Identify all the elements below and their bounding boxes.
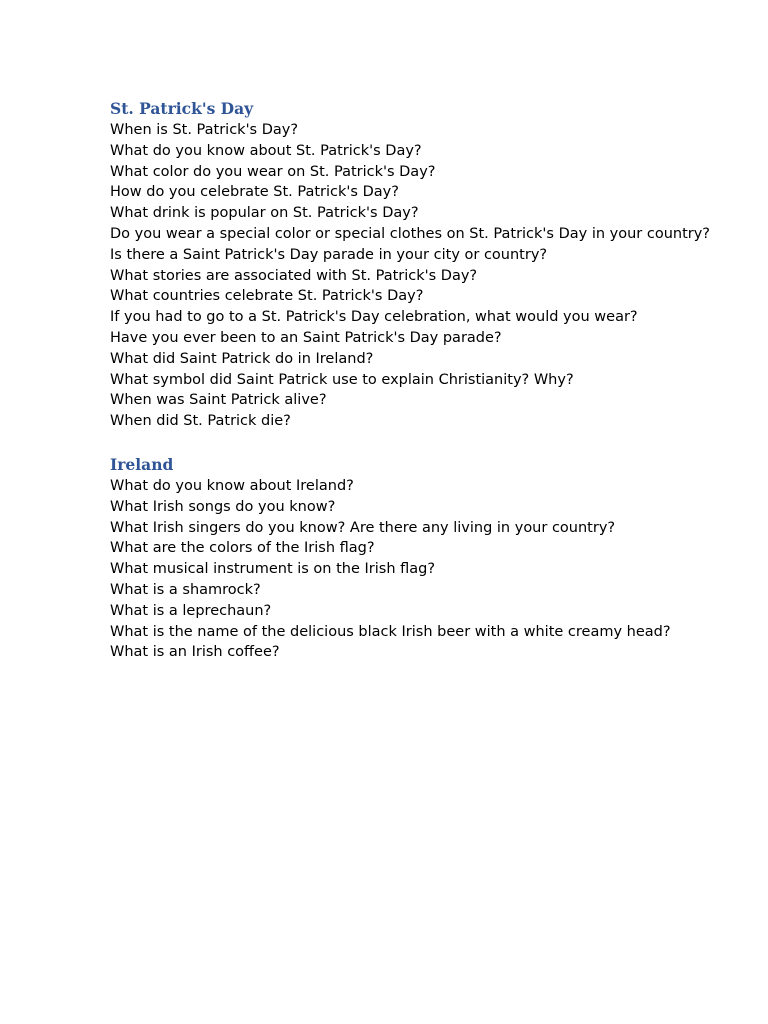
question-item: What did Saint Patrick do in Ireland? xyxy=(110,350,374,367)
question-item: When is St. Patrick's Day? xyxy=(110,122,299,138)
section-st-patricks-day xyxy=(110,97,750,432)
question-item: What Irish singers do you know? Are there any living in your country? xyxy=(110,519,616,536)
question-item: Is there a Saint Patrick's Day parade in your city or country? xyxy=(110,246,548,263)
question-item: What is the name of the delicious black Irish beer with a white creamy head? xyxy=(110,623,671,640)
section-heading: Ireland xyxy=(110,454,174,474)
question-item: What Irish songs do you know? xyxy=(110,498,336,515)
section-heading: St. Patrick's Day xyxy=(110,99,254,118)
question-item: What color do you wear on St. Patrick's Day? xyxy=(110,163,436,180)
question-item: What do you know about St. Patrick's Day? xyxy=(110,142,422,159)
question-item: Have you ever been to an Saint Patrick's Day parade? xyxy=(110,329,502,346)
question-item: What drink is popular on St. Patrick's Day? xyxy=(110,205,419,222)
question-item: What musical instrument is on the Irish flag? xyxy=(110,561,436,578)
question-item: If you had to go to a St. Patrick's Day celebration, what would you wear? xyxy=(110,309,638,326)
question-item: When did St. Patrick die? xyxy=(110,413,291,430)
question-item: What is a leprechaun? xyxy=(110,602,272,619)
question-list xyxy=(110,120,750,432)
question-item: What are the colors of the Irish flag? xyxy=(110,540,375,557)
question-item: What countries celebrate St. Patrick's Day? xyxy=(110,288,424,305)
question-item: How do you celebrate St. Patrick's Day? xyxy=(110,184,399,201)
question-item: What symbol did Saint Patrick use to explain Christianity? Why? xyxy=(110,371,574,388)
question-item: Do you wear a special color or special clothes on St. Patrick's Day in your country? xyxy=(110,225,711,242)
question-item: What is an Irish coffee? xyxy=(110,644,280,661)
question-item: When was Saint Patrick alive? xyxy=(110,392,327,409)
section-ireland xyxy=(110,453,750,663)
question-item: What is a shamrock? xyxy=(110,581,261,598)
question-item: What stories are associated with St. Patrick's Day? xyxy=(110,267,478,284)
question-list xyxy=(110,476,750,663)
question-item: What do you know about Ireland? xyxy=(110,477,354,494)
document-page xyxy=(110,97,750,663)
